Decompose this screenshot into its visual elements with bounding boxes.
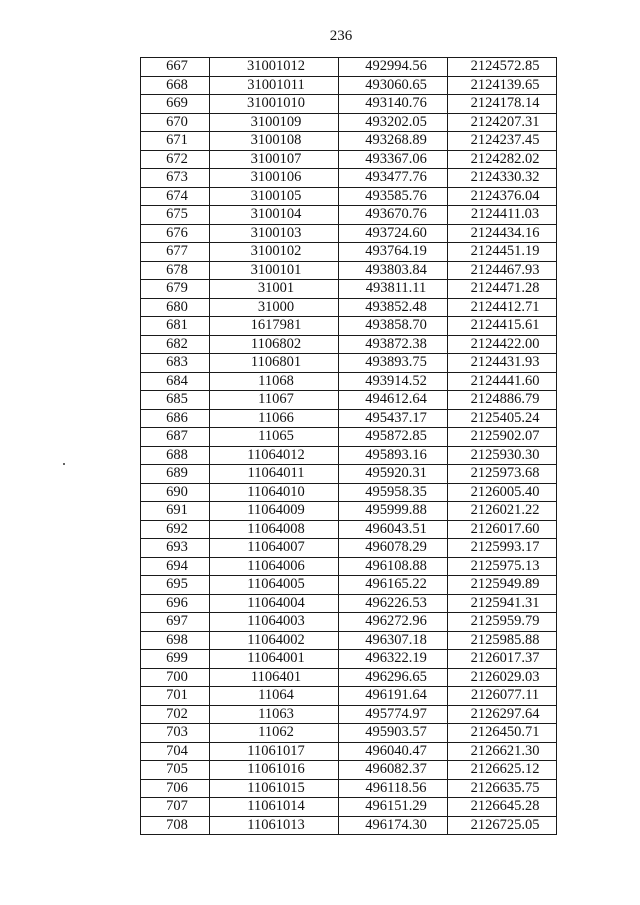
table-row	[141, 224, 557, 243]
row-number-cell: 671	[141, 132, 210, 151]
row-number-cell: 691	[141, 502, 210, 521]
y-coordinate-cell: 2125973.68	[448, 465, 557, 484]
point-code-cell: 11064012	[210, 446, 339, 465]
row-number-cell: 694	[141, 557, 210, 576]
point-code-cell: 11068	[210, 372, 339, 391]
row-number-cell: 697	[141, 613, 210, 632]
point-code-cell: 1106801	[210, 354, 339, 373]
table-row	[141, 446, 557, 465]
row-number-cell: 707	[141, 798, 210, 817]
x-coordinate-cell: 493670.76	[339, 206, 448, 225]
table-row	[141, 687, 557, 706]
x-coordinate-cell: 496174.30	[339, 816, 448, 835]
y-coordinate-cell: 2125405.24	[448, 409, 557, 428]
x-coordinate-cell: 493893.75	[339, 354, 448, 373]
row-number-cell: 695	[141, 576, 210, 595]
row-number-cell: 669	[141, 95, 210, 114]
point-code-cell: 11064005	[210, 576, 339, 595]
y-coordinate-cell: 2126021.22	[448, 502, 557, 521]
table-row	[141, 539, 557, 558]
y-coordinate-cell: 2125993.17	[448, 539, 557, 558]
x-coordinate-cell: 496307.18	[339, 631, 448, 650]
y-coordinate-cell: 2124139.65	[448, 76, 557, 95]
point-code-cell: 11064004	[210, 594, 339, 613]
x-coordinate-cell: 493477.76	[339, 169, 448, 188]
row-number-cell: 674	[141, 187, 210, 206]
coordinates-table	[140, 57, 557, 835]
y-coordinate-cell: 2126017.60	[448, 520, 557, 539]
row-number-cell: 696	[141, 594, 210, 613]
y-coordinate-cell: 2126635.75	[448, 779, 557, 798]
y-coordinate-cell: 2126625.12	[448, 761, 557, 780]
point-code-cell: 11064011	[210, 465, 339, 484]
x-coordinate-cell: 495903.57	[339, 724, 448, 743]
point-code-cell: 3100106	[210, 169, 339, 188]
table-row	[141, 631, 557, 650]
y-coordinate-cell: 2124178.14	[448, 95, 557, 114]
table-row	[141, 95, 557, 114]
x-coordinate-cell: 496108.88	[339, 557, 448, 576]
row-number-cell: 701	[141, 687, 210, 706]
y-coordinate-cell: 2124431.93	[448, 354, 557, 373]
y-coordinate-cell: 2124467.93	[448, 261, 557, 280]
table-row	[141, 520, 557, 539]
row-number-cell: 689	[141, 465, 210, 484]
table-row	[141, 335, 557, 354]
y-coordinate-cell: 2124207.31	[448, 113, 557, 132]
row-number-cell: 673	[141, 169, 210, 188]
table-row	[141, 243, 557, 262]
x-coordinate-cell: 495958.35	[339, 483, 448, 502]
row-number-cell: 705	[141, 761, 210, 780]
table-row	[141, 428, 557, 447]
x-coordinate-cell: 496272.96	[339, 613, 448, 632]
y-coordinate-cell: 2125985.88	[448, 631, 557, 650]
row-number-cell: 704	[141, 742, 210, 761]
table-row	[141, 354, 557, 373]
x-coordinate-cell: 496082.37	[339, 761, 448, 780]
y-coordinate-cell: 2124441.60	[448, 372, 557, 391]
row-number-cell: 708	[141, 816, 210, 835]
row-number-cell: 699	[141, 650, 210, 669]
table-row	[141, 557, 557, 576]
table-row	[141, 613, 557, 632]
point-code-cell: 1106401	[210, 668, 339, 687]
table-row	[141, 465, 557, 484]
point-code-cell: 11064006	[210, 557, 339, 576]
point-code-cell: 3100105	[210, 187, 339, 206]
y-coordinate-cell: 2126077.11	[448, 687, 557, 706]
row-number-cell: 680	[141, 298, 210, 317]
row-number-cell: 676	[141, 224, 210, 243]
table-row	[141, 816, 557, 835]
y-coordinate-cell: 2124434.16	[448, 224, 557, 243]
table-row	[141, 742, 557, 761]
x-coordinate-cell: 493803.84	[339, 261, 448, 280]
table-row	[141, 650, 557, 669]
row-number-cell: 679	[141, 280, 210, 299]
point-code-cell: 11064010	[210, 483, 339, 502]
row-number-cell: 675	[141, 206, 210, 225]
x-coordinate-cell: 496165.22	[339, 576, 448, 595]
x-coordinate-cell: 493914.52	[339, 372, 448, 391]
x-coordinate-cell: 492994.56	[339, 58, 448, 77]
point-code-cell: 1617981	[210, 317, 339, 336]
x-coordinate-cell: 493140.76	[339, 95, 448, 114]
x-coordinate-cell: 493858.70	[339, 317, 448, 336]
point-code-cell: 11064	[210, 687, 339, 706]
table-row	[141, 58, 557, 77]
table-row	[141, 261, 557, 280]
point-code-cell: 11064008	[210, 520, 339, 539]
y-coordinate-cell: 2124237.45	[448, 132, 557, 151]
point-code-cell: 11061016	[210, 761, 339, 780]
x-coordinate-cell: 495920.31	[339, 465, 448, 484]
x-coordinate-cell: 493202.05	[339, 113, 448, 132]
x-coordinate-cell: 495774.97	[339, 705, 448, 724]
table-row	[141, 391, 557, 410]
y-coordinate-cell: 2126450.71	[448, 724, 557, 743]
y-coordinate-cell: 2124422.00	[448, 335, 557, 354]
point-code-cell: 11064007	[210, 539, 339, 558]
y-coordinate-cell: 2124376.04	[448, 187, 557, 206]
point-code-cell: 11062	[210, 724, 339, 743]
x-coordinate-cell: 493852.48	[339, 298, 448, 317]
table-row	[141, 761, 557, 780]
point-code-cell: 31001012	[210, 58, 339, 77]
x-coordinate-cell: 496191.64	[339, 687, 448, 706]
row-number-cell: 677	[141, 243, 210, 262]
x-coordinate-cell: 496118.56	[339, 779, 448, 798]
y-coordinate-cell: 2124451.19	[448, 243, 557, 262]
point-code-cell: 11061014	[210, 798, 339, 817]
row-number-cell: 683	[141, 354, 210, 373]
table-row	[141, 576, 557, 595]
table-body	[141, 58, 557, 835]
table-row	[141, 132, 557, 151]
row-number-cell: 681	[141, 317, 210, 336]
table-row	[141, 317, 557, 336]
x-coordinate-cell: 493724.60	[339, 224, 448, 243]
point-code-cell: 3100108	[210, 132, 339, 151]
y-coordinate-cell: 2124572.85	[448, 58, 557, 77]
y-coordinate-cell: 2124330.32	[448, 169, 557, 188]
y-coordinate-cell: 2124471.28	[448, 280, 557, 299]
point-code-cell: 11064001	[210, 650, 339, 669]
table-row	[141, 76, 557, 95]
table-row	[141, 187, 557, 206]
x-coordinate-cell: 496040.47	[339, 742, 448, 761]
y-coordinate-cell: 2126645.28	[448, 798, 557, 817]
row-number-cell: 686	[141, 409, 210, 428]
row-number-cell: 685	[141, 391, 210, 410]
point-code-cell: 11061015	[210, 779, 339, 798]
table-row	[141, 594, 557, 613]
y-coordinate-cell: 2124412.71	[448, 298, 557, 317]
table-row	[141, 705, 557, 724]
point-code-cell: 11064009	[210, 502, 339, 521]
row-number-cell: 684	[141, 372, 210, 391]
y-coordinate-cell: 2126005.40	[448, 483, 557, 502]
table-row	[141, 150, 557, 169]
table-row	[141, 724, 557, 743]
row-number-cell: 690	[141, 483, 210, 502]
point-code-cell: 3100102	[210, 243, 339, 262]
point-code-cell: 11061013	[210, 816, 339, 835]
x-coordinate-cell: 496078.29	[339, 539, 448, 558]
y-coordinate-cell: 2125975.13	[448, 557, 557, 576]
point-code-cell: 31001010	[210, 95, 339, 114]
row-number-cell: 688	[141, 446, 210, 465]
x-coordinate-cell: 495872.85	[339, 428, 448, 447]
point-code-cell: 3100104	[210, 206, 339, 225]
point-code-cell: 11065	[210, 428, 339, 447]
y-coordinate-cell: 2126621.30	[448, 742, 557, 761]
row-number-cell: 692	[141, 520, 210, 539]
table-row	[141, 113, 557, 132]
row-number-cell: 693	[141, 539, 210, 558]
point-code-cell: 3100109	[210, 113, 339, 132]
point-code-cell: 31001	[210, 280, 339, 299]
table-row	[141, 668, 557, 687]
table-row	[141, 502, 557, 521]
margin-dot	[63, 463, 65, 465]
row-number-cell: 672	[141, 150, 210, 169]
y-coordinate-cell: 2124886.79	[448, 391, 557, 410]
x-coordinate-cell: 494612.64	[339, 391, 448, 410]
point-code-cell: 31000	[210, 298, 339, 317]
y-coordinate-cell: 2126029.03	[448, 668, 557, 687]
x-coordinate-cell: 496226.53	[339, 594, 448, 613]
x-coordinate-cell: 493811.11	[339, 280, 448, 299]
row-number-cell: 682	[141, 335, 210, 354]
x-coordinate-cell: 496043.51	[339, 520, 448, 539]
table-row	[141, 298, 557, 317]
row-number-cell: 668	[141, 76, 210, 95]
table-row	[141, 779, 557, 798]
y-coordinate-cell: 2125902.07	[448, 428, 557, 447]
x-coordinate-cell: 496296.65	[339, 668, 448, 687]
table-row	[141, 483, 557, 502]
table-row	[141, 169, 557, 188]
point-code-cell: 3100107	[210, 150, 339, 169]
row-number-cell: 698	[141, 631, 210, 650]
y-coordinate-cell: 2126297.64	[448, 705, 557, 724]
x-coordinate-cell: 493367.06	[339, 150, 448, 169]
table-row	[141, 280, 557, 299]
x-coordinate-cell: 495999.88	[339, 502, 448, 521]
point-code-cell: 11061017	[210, 742, 339, 761]
row-number-cell: 702	[141, 705, 210, 724]
row-number-cell: 700	[141, 668, 210, 687]
y-coordinate-cell: 2126017.37	[448, 650, 557, 669]
y-coordinate-cell: 2125949.89	[448, 576, 557, 595]
point-code-cell: 1106802	[210, 335, 339, 354]
row-number-cell: 687	[141, 428, 210, 447]
x-coordinate-cell: 495893.16	[339, 446, 448, 465]
y-coordinate-cell: 2126725.05	[448, 816, 557, 835]
table-row	[141, 798, 557, 817]
y-coordinate-cell: 2125930.30	[448, 446, 557, 465]
x-coordinate-cell: 493268.89	[339, 132, 448, 151]
point-code-cell: 11064002	[210, 631, 339, 650]
y-coordinate-cell: 2125941.31	[448, 594, 557, 613]
point-code-cell: 3100103	[210, 224, 339, 243]
y-coordinate-cell: 2124282.02	[448, 150, 557, 169]
x-coordinate-cell: 493764.19	[339, 243, 448, 262]
row-number-cell: 670	[141, 113, 210, 132]
point-code-cell: 31001011	[210, 76, 339, 95]
x-coordinate-cell: 493872.38	[339, 335, 448, 354]
table-row	[141, 372, 557, 391]
x-coordinate-cell: 496322.19	[339, 650, 448, 669]
y-coordinate-cell: 2124415.61	[448, 317, 557, 336]
point-code-cell: 11063	[210, 705, 339, 724]
y-coordinate-cell: 2125959.79	[448, 613, 557, 632]
point-code-cell: 11066	[210, 409, 339, 428]
row-number-cell: 703	[141, 724, 210, 743]
x-coordinate-cell: 493060.65	[339, 76, 448, 95]
table-row	[141, 409, 557, 428]
point-code-cell: 3100101	[210, 261, 339, 280]
row-number-cell: 678	[141, 261, 210, 280]
x-coordinate-cell: 495437.17	[339, 409, 448, 428]
y-coordinate-cell: 2124411.03	[448, 206, 557, 225]
x-coordinate-cell: 493585.76	[339, 187, 448, 206]
x-coordinate-cell: 496151.29	[339, 798, 448, 817]
row-number-cell: 706	[141, 779, 210, 798]
table-row	[141, 206, 557, 225]
point-code-cell: 11064003	[210, 613, 339, 632]
page-number: 236	[329, 28, 353, 44]
row-number-cell: 667	[141, 58, 210, 77]
point-code-cell: 11067	[210, 391, 339, 410]
